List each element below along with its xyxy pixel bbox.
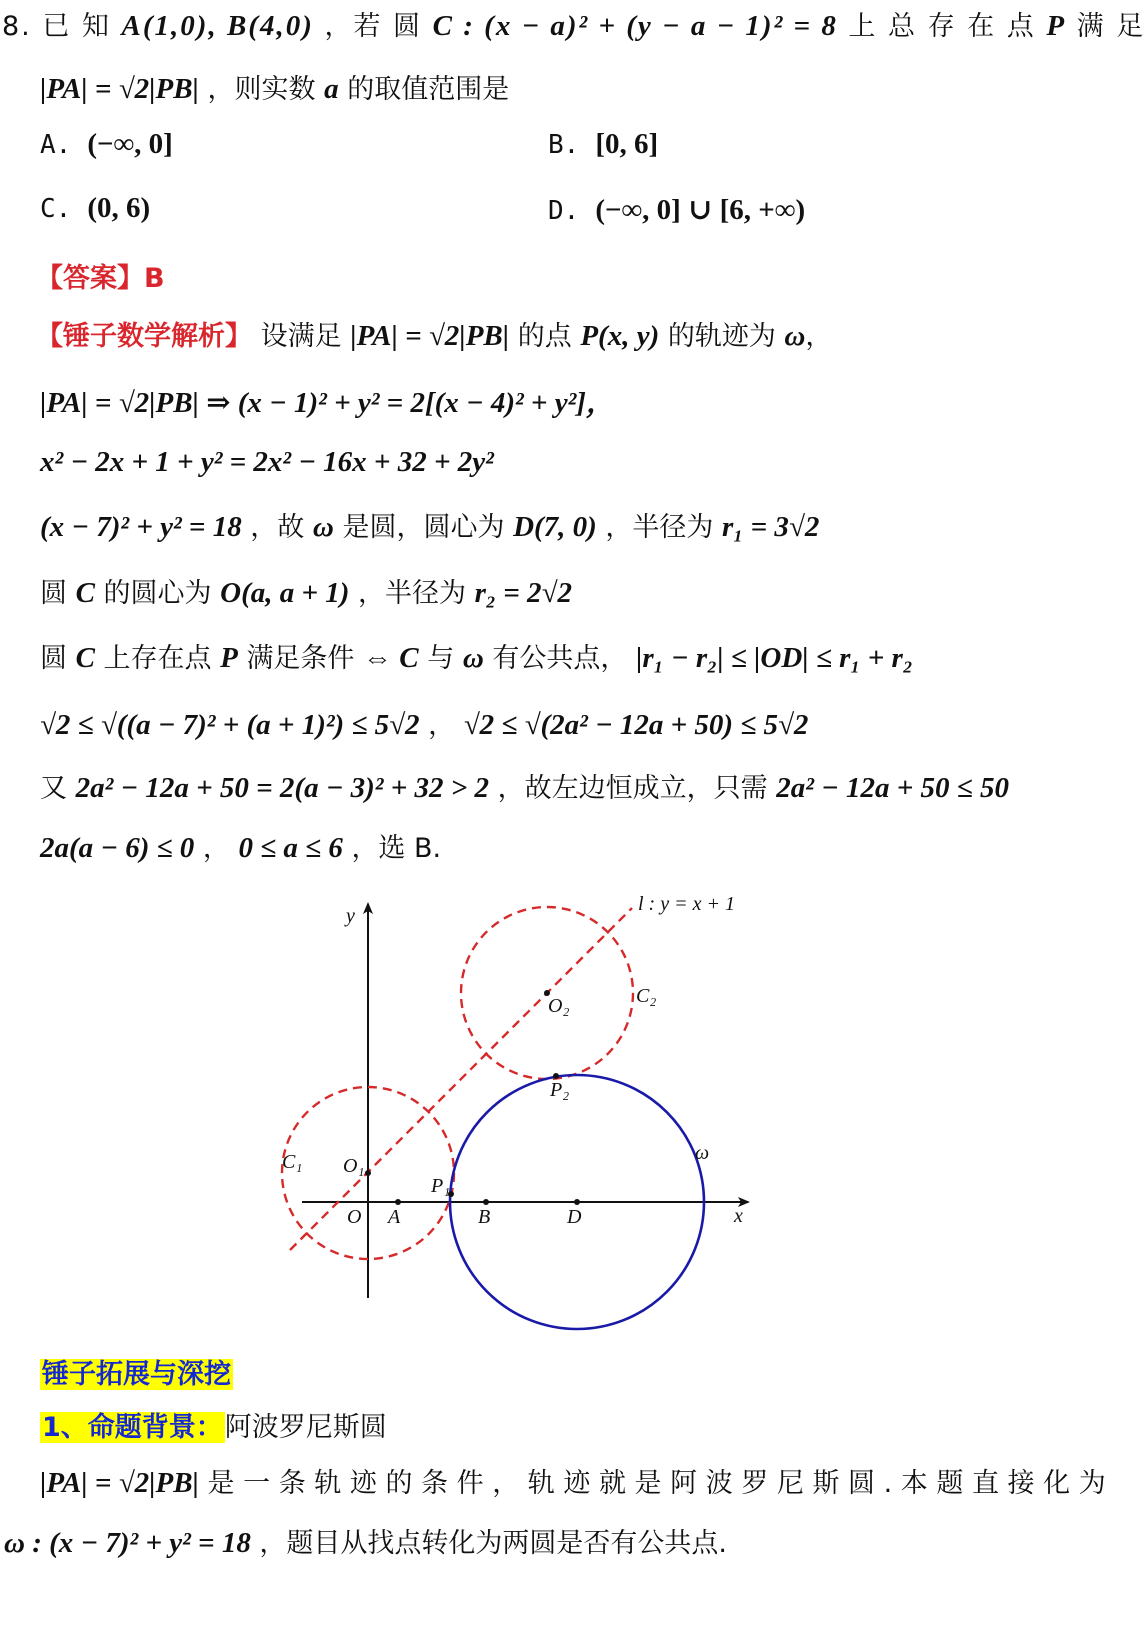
extension-math: |PA| = √2|PB|	[40, 1467, 199, 1499]
question-text: ，则实数	[207, 74, 316, 105]
option-label: C.	[40, 194, 72, 224]
question-points: A(1,0), B(4,0)	[121, 10, 314, 42]
question-text: 的取值范围是	[347, 74, 510, 105]
analysis-math: 2a(a − 6) ≤ 0	[40, 832, 195, 864]
analysis-line-7	[40, 703, 808, 742]
point-a	[395, 1199, 401, 1205]
label-line-l: l : y = x + 1	[638, 893, 735, 915]
analysis-math: ⇔ C	[363, 642, 419, 674]
option-value: (−∞, 0]	[87, 128, 173, 160]
answer-value: B	[144, 263, 165, 294]
question-variable: a	[324, 73, 339, 105]
analysis-math: C	[75, 642, 95, 674]
option-b	[548, 128, 658, 161]
label-b: B	[478, 1206, 491, 1228]
label-p2: P₂	[550, 1079, 570, 1101]
analysis-line-2	[40, 380, 615, 421]
analysis-math: |PA| = √2|PB| ⇒ (x − 1)² + y² = 2[(x − 4)² + y²]，	[40, 387, 615, 419]
label-d: D	[567, 1206, 582, 1228]
analysis-text: 的点	[517, 321, 572, 352]
analysis-line-5	[40, 571, 572, 610]
analysis-line-1	[36, 314, 832, 353]
option-c	[40, 192, 150, 225]
option-value: (0, 6)	[87, 192, 151, 224]
label-o1: O₁	[343, 1155, 365, 1177]
answer-line	[36, 256, 165, 295]
analysis-math: ω	[462, 642, 484, 674]
geometry-figure	[270, 880, 790, 1340]
question-text: ，若 圆	[324, 11, 423, 42]
question-line-2	[40, 67, 509, 106]
analysis-math: r₂ = 2√2	[474, 577, 572, 609]
label-y: y	[346, 905, 355, 927]
analysis-text: 上存在点	[103, 643, 212, 674]
analysis-math: P(x, y)	[580, 320, 660, 352]
analysis-text: ，	[202, 833, 230, 864]
option-label: D.	[548, 196, 580, 226]
question-text: 已 知	[42, 11, 111, 42]
question-point-p: P	[1046, 10, 1067, 42]
option-value: [0, 6]	[595, 128, 659, 160]
point-b	[483, 1199, 489, 1205]
analysis-line-6	[40, 636, 913, 675]
option-d	[548, 192, 805, 227]
analysis-math: 0 ≤ a ≤ 6	[238, 832, 343, 864]
analysis-text: 与	[427, 643, 455, 674]
analysis-text: ，故左边恒成立，只需	[497, 773, 768, 804]
analysis-line-4	[40, 505, 819, 544]
label-c2: C₂	[636, 985, 657, 1007]
analysis-math: 2a² − 12a + 50 ≤ 50	[776, 772, 1009, 804]
extension-title-text: 锤子拓展与深挖	[42, 1359, 231, 1390]
analysis-math: (x − 7)² + y² = 18	[40, 511, 242, 543]
extension-text: ，题目从找点转化为两圆是否有公共点.	[259, 1528, 728, 1559]
question-text: 上 总 存 在 点	[848, 11, 1036, 42]
point-d	[574, 1199, 580, 1205]
analysis-math: x² − 2x + 1 + y² = 2x² − 16x + 32 + 2y²	[40, 446, 494, 478]
analysis-math: ω	[312, 511, 334, 543]
point-o1	[365, 1170, 371, 1176]
extension-paragraph-1	[40, 1461, 1106, 1500]
analysis-math: √2 ≤ √(2a² − 12a + 50) ≤ 5√2	[463, 709, 809, 741]
analysis-text: 又	[40, 773, 67, 804]
analysis-math: O(a, a + 1)	[220, 577, 350, 609]
extension-text: 是 一 条 轨 迹 的 条 件 ， 轨 迹 就 是 阿 波 罗 尼 斯 圆 . 本 题 直 接 化 为	[207, 1468, 1106, 1499]
question-line-1	[2, 4, 1145, 43]
background-line	[40, 1405, 387, 1444]
analysis-line-8	[40, 766, 1009, 805]
analysis-line-9	[40, 826, 441, 865]
analysis-math: ω	[784, 320, 806, 352]
analysis-text: 的圆心为	[103, 578, 212, 609]
option-label: B.	[548, 130, 580, 160]
question-number: 8.	[2, 11, 32, 42]
analysis-math: 2a² − 12a + 50 = 2(a − 3)² + 32 > 2	[75, 772, 490, 804]
label-omega: ω	[695, 1142, 710, 1164]
analysis-math: r₁ = 3√2	[722, 511, 820, 543]
analysis-line-3	[40, 446, 494, 479]
analysis-text: ，	[805, 321, 833, 352]
analysis-text: 是圆，圆心为	[342, 512, 505, 543]
label-o2: O₂	[548, 995, 570, 1017]
extension-math: ω : (x − 7)² + y² = 18	[4, 1527, 251, 1559]
extension-paragraph-2	[4, 1521, 727, 1560]
analysis-tag: 【锤子数学解析】	[36, 321, 252, 352]
analysis-text: ，选 B.	[351, 833, 442, 864]
analysis-text: 圆	[40, 643, 67, 674]
analysis-math: |PA| = √2|PB|	[350, 320, 510, 352]
option-a	[40, 128, 173, 161]
analysis-text: 设满足	[260, 321, 342, 352]
analysis-text: 圆	[40, 578, 67, 609]
analysis-text: ，半径为	[605, 512, 714, 543]
label-c1: C₁	[282, 1151, 303, 1173]
label-o: O	[347, 1206, 362, 1228]
analysis-text: ，半径为	[358, 578, 467, 609]
label-a: A	[388, 1206, 401, 1228]
extension-title	[40, 1352, 233, 1391]
question-text: 满 足	[1076, 11, 1145, 42]
analysis-math: |r₁ − r₂| ≤ |OD| ≤ r₁ + r₂	[635, 642, 913, 674]
analysis-text: 的轨迹为	[667, 321, 776, 352]
analysis-text: ，故	[250, 512, 305, 543]
analysis-text: 有公共点，	[492, 643, 628, 674]
background-value: 阿波罗尼斯圆	[224, 1412, 387, 1443]
analysis-text: 满足条件	[246, 643, 355, 674]
question-circle-equation: C : (x − a)² + (y − a − 1)² = 8	[432, 10, 838, 42]
label-x: x	[734, 1205, 743, 1227]
analysis-text: ，	[428, 710, 456, 741]
analysis-math: D(7, 0)	[513, 511, 597, 543]
option-label: A.	[40, 130, 72, 160]
question-condition: |PA| = √2|PB|	[40, 73, 199, 105]
line-l	[290, 908, 632, 1250]
option-value: (−∞, 0] ∪ [6, +∞)	[595, 194, 806, 226]
analysis-math: P	[220, 642, 238, 674]
analysis-math: √2 ≤ √((a − 7)² + (a + 1)²) ≤ 5√2	[40, 709, 420, 741]
background-label: 1、命题背景：	[42, 1412, 223, 1443]
answer-tag: 【答案】	[36, 263, 144, 294]
label-p1: P₁	[431, 1175, 451, 1197]
analysis-math: C	[75, 577, 95, 609]
